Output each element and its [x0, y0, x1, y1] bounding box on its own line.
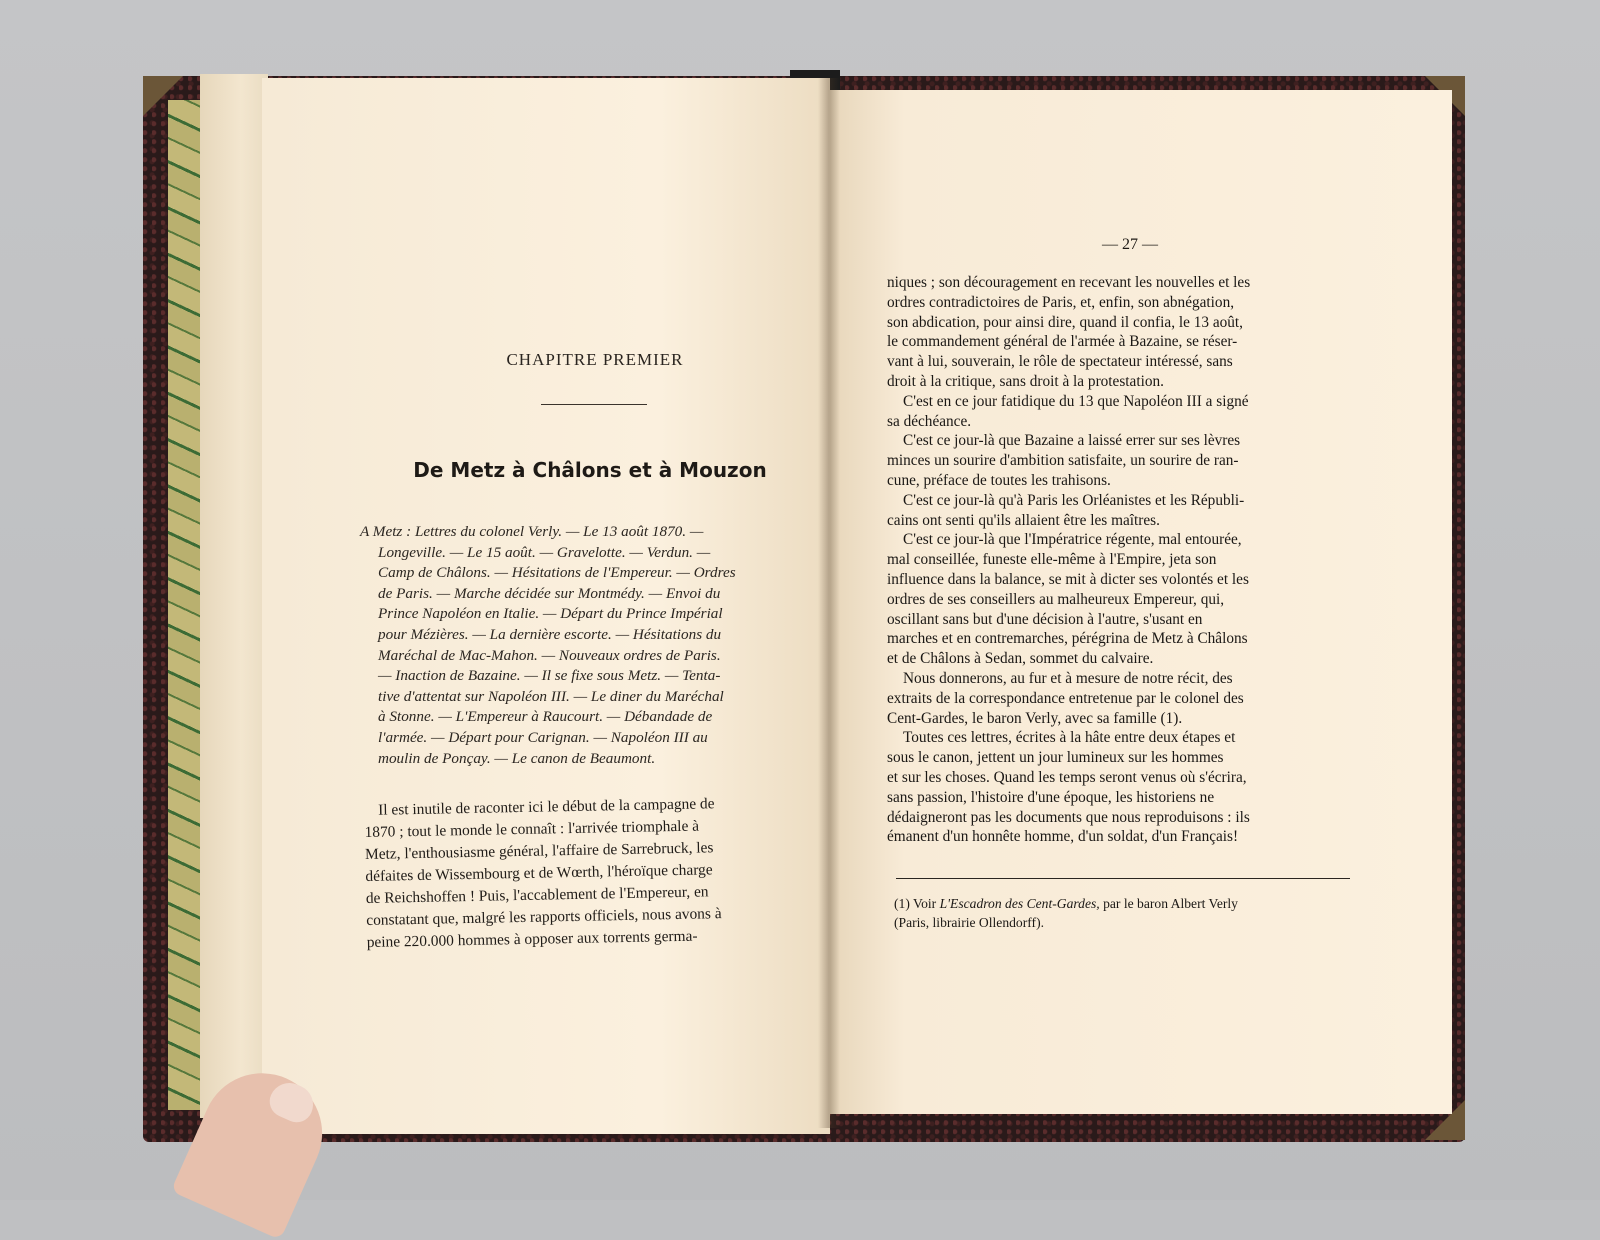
right-body-line: ordres de ses conseillers au malheureux Empereur, qui, [887, 590, 1225, 608]
right-body-line: et de Châlons à Sedan, sommet du calvaire. [887, 650, 1154, 668]
chapter-heading: CHAPITRE PREMIER [506, 350, 684, 369]
right-body-line: droit à la critique, sans droit à la protestation. [887, 372, 1164, 390]
left-body-line: Il est inutile de raconter ici le début de la campagne de [378, 795, 715, 819]
right-page-body [887, 273, 1347, 847]
right-body-line: mal conseillée, funeste elle-même à l'Empire, jeta son [887, 551, 1217, 569]
page-edges [200, 74, 268, 1118]
footnote [894, 895, 1354, 932]
right-body-line: minces un sourire d'ambition satisfaite, un sourire de ran- [887, 452, 1239, 470]
right-body-line: le commandement général de l'armée à Bazaine, se réser- [887, 333, 1238, 351]
right-body-line: marches et en contremarches, pérégrina de Metz à Châlons [887, 630, 1248, 648]
book-gutter [818, 78, 840, 1128]
summary-line: Maréchal de Mac-Mahon. — Nouveaux ordres de Paris. [378, 646, 721, 664]
right-body-line: Cent-Gardes, le baron Verly, avec sa famille (1). [887, 709, 1183, 727]
left-body-line: défaites de Wissembourg et de Wœrth, l'héroïque charge [365, 861, 713, 885]
right-body-line: C'est ce jour-là que Bazaine a laissé errer sur ses lèvres [903, 432, 1241, 450]
left-body-line: Metz, l'enthousiasme général, l'affaire de Sarrebruck, les [364, 839, 714, 863]
summary-line: tive d'attentat sur Napoléon III. — Le diner du Maréchal [378, 687, 724, 705]
right-body-line: cune, préface de toutes les trahisons. [887, 471, 1111, 489]
right-body-line: sa déchéance. [887, 412, 972, 430]
left-page-body [364, 791, 825, 954]
left-body-line: de Reichshoffen ! Puis, l'accablement de l'Empereur, en [365, 883, 709, 907]
left-body-line: constatant que, malgré les rapports officiels, nous avons à [366, 905, 722, 929]
summary-line: Camp de Châlons. — Hésitations de l'Empereur. — Ordres [378, 564, 736, 582]
summary-line: de Paris. — Marche décidée sur Montmédy. — Envoi du [378, 584, 721, 602]
footnote-suffix: par le baron Albert Verly [1099, 896, 1238, 911]
footnote-line-1 [894, 895, 1354, 914]
summary-line: à Stonne. — L'Empereur à Raucourt. — Débandade de [378, 708, 713, 726]
chapter-summary [360, 522, 818, 769]
footnote-line-2: (Paris, librairie Ollendorff). [894, 914, 1044, 930]
summary-line: A Metz : Lettres du colonel Verly. — Le 13 août 1870. — [360, 523, 704, 540]
summary-line: Prince Napoléon en Italie. — Départ du Prince Impérial [378, 605, 723, 623]
right-body-line: C'est ce jour-là que l'Impératrice régente, mal entourée, [903, 531, 1242, 549]
right-body-line: C'est ce jour-là qu'à Paris les Orléanistes et les Républi- [903, 491, 1245, 509]
summary-line: moulin de Ponçay. — Le canon de Beaumont. [378, 749, 656, 767]
right-body-line: Nous donnerons, au fur et à mesure de notre récit, des [903, 669, 1233, 687]
chapter-rule [541, 404, 647, 405]
left-body-line: peine 220.000 hommes à opposer aux torrents germa- [366, 927, 698, 951]
footnote-rule [896, 878, 1350, 879]
right-body-line: et sur les choses. Quand les temps seront venus où s'écrira, [887, 768, 1247, 786]
right-body-line: extraits de la correspondance entretenue par le colonel des [887, 689, 1244, 707]
right-body-line: émanent d'un honnête homme, d'un soldat, d'un Français! [887, 828, 1239, 846]
right-body-line: son abdication, pour ainsi dire, quand il confia, le 13 août, [887, 313, 1243, 331]
right-body-line: sous le canon, jettent un jour lumineux sur les hommes [887, 749, 1224, 767]
page-number: — 27 — [1102, 236, 1158, 253]
right-body-line: C'est en ce jour fatidique du 13 que Napoléon III a signé [903, 392, 1249, 410]
right-body-line: dédaigneront pas les documents que nous reproduisons : ils [887, 808, 1250, 826]
footnote-prefix: (1) Voir [894, 896, 940, 911]
chapter-title: De Metz à Châlons et à Mouzon [413, 458, 767, 482]
right-body-line: Toutes ces lettres, écrites à la hâte entre deux étapes et [903, 729, 1236, 747]
right-body-line: ordres contradictoires de Paris, et, enfin, son abnégation, [887, 293, 1235, 311]
summary-line: pour Mézières. — La dernière escorte. — Hésitations du [378, 625, 722, 643]
right-body-line: oscillant sans but d'une décision à l'autre, s'usant en [887, 610, 1203, 628]
right-body-line: cains ont senti qu'ils allaient être les maîtres. [887, 511, 1160, 529]
right-body-line: vant à lui, souverain, le rôle de spectateur intéressé, sans [887, 353, 1233, 371]
right-body-line: sans passion, l'histoire d'une époque, les historiens ne [887, 788, 1215, 806]
summary-line: l'armée. — Départ pour Carignan. — Napoléon III au [378, 728, 708, 746]
summary-line: Longeville. — Le 15 août. — Gravelotte. — Verdun. — [378, 543, 711, 561]
right-body-line: influence dans la balance, se mit à dicter ses volontés et les [887, 570, 1249, 588]
left-body-line: 1870 ; tout le monde le connaît : l'arrivée triomphale à [364, 817, 700, 841]
summary-line: — Inaction de Bazaine. — Il se fixe sous Metz. — Tenta- [378, 667, 721, 685]
footnote-book-title: L'Escadron des Cent-Gardes, [939, 896, 1100, 911]
right-body-line: niques ; son découragement en recevant les nouvelles et les [887, 274, 1251, 291]
